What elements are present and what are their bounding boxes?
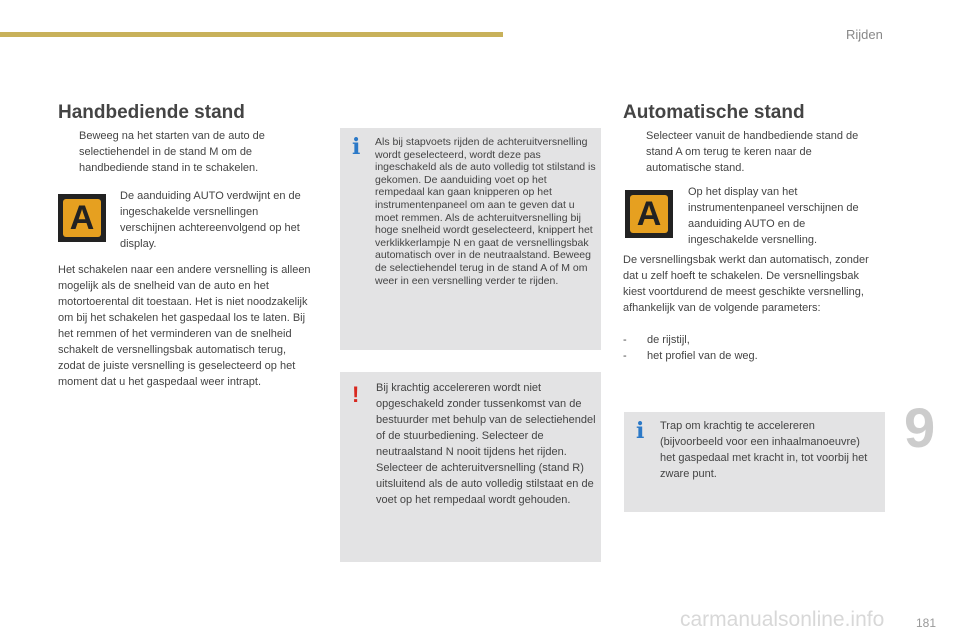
- auto-indicator-icon: A: [58, 194, 106, 242]
- warning-panel: [340, 372, 601, 562]
- left-body: Het schakelen naar een andere versnelling is alleen mogelijk als de snelheid van de auto en het motortoerental dit toestaan. Het is niet noodzakelijk om bij het schakelen het gaspedaal los te laten. Bij het remmen of het verminderen van de snelheid schakelt de versnellingsbak automatisch terug, zodat de juiste versnelling is geselecteerd op het moment dat u het gaspedaal weer intrapt.: [58, 264, 311, 388]
- param-list: [623, 332, 877, 364]
- warning-panel-text: Bij krachtig accelereren wordt niet opgeschakeld zonder tussenkomst van de bestuurder met behulp van de selectiehendel of de stuurbediening. Selecteer de neutraalstand N nooit tijdens het rijden. Selecteer de achteruitversnelling (stand R) uitsluitend als de auto volledig stilstaat en de voet op het rempedaal wordt gehouden.: [376, 382, 596, 506]
- list-item: - het profiel van de weg.: [623, 350, 758, 362]
- left-badge-note: De aanduiding AUTO verdwijnt en de ingeschakelde versnellingen verschijnen achtereenvolgend op het display.: [120, 190, 301, 250]
- right-bullet-text: Selecteer vanuit de handbediende stand de stand A om terug te keren naar de automatische stand.: [646, 130, 859, 174]
- page-number: 181: [916, 616, 937, 630]
- left-title: Handbediende stand: [58, 102, 245, 123]
- tip-panel: [624, 412, 885, 512]
- top-accent-bar: [0, 32, 503, 37]
- info-icon: i: [352, 134, 361, 160]
- info-panel-text: Als bij stapvoets rijden de achteruitversnelling wordt geselecteerd, wordt deze pas ingeschakeld als de auto volledig tot stilstand is gekomen. De aanduiding voet op het rempedaal kan gaan knipperen op het instrumentenpaneel om aan te geven dat u moet remmen. Als de achteruitversnelling bij hoge snelheid wordt geselecteerd, knippert het verklikkerlampje N en gaat de versnellingsbak automatisch over in de neutraalstand. Beweeg de selectiehendel terug in de stand A of M om weer in een versnelling verder te rijden.: [375, 136, 596, 287]
- auto-indicator-icon: A: [625, 190, 673, 238]
- watermark: carmanualsonline.info: [680, 608, 885, 631]
- left-bullet-text: Beweeg na het starten van de auto de selectiehendel in de stand M om de handbediende stand in te schakelen.: [79, 130, 265, 174]
- right-badge-note: Op het display van het instrumentenpaneel verschijnen de aanduiding AUTO en de ingeschakelde versnelling.: [688, 186, 859, 246]
- section-title: Rijden: [846, 27, 883, 42]
- chapter-number: 9: [904, 396, 936, 459]
- info-icon: i: [636, 418, 645, 444]
- list-item: - de rijstijl,: [623, 334, 690, 346]
- warning-icon: !: [352, 382, 360, 407]
- tip-text: Trap om krachtig te accelereren (bijvoorbeeld voor een inhaalmanoeuvre) het gaspedaal met kracht in, tot voorbij het zware punt.: [660, 420, 868, 480]
- info-panel: [340, 128, 601, 350]
- right-body: De versnellingsbak werkt dan automatisch, zonder dat u zelf hoeft te schakelen. De versnellingsbak kiest voortdurend de meest geschikte versnelling, afhankelijk van de volgende parameters:: [623, 254, 869, 314]
- right-title: Automatische stand: [623, 102, 805, 123]
